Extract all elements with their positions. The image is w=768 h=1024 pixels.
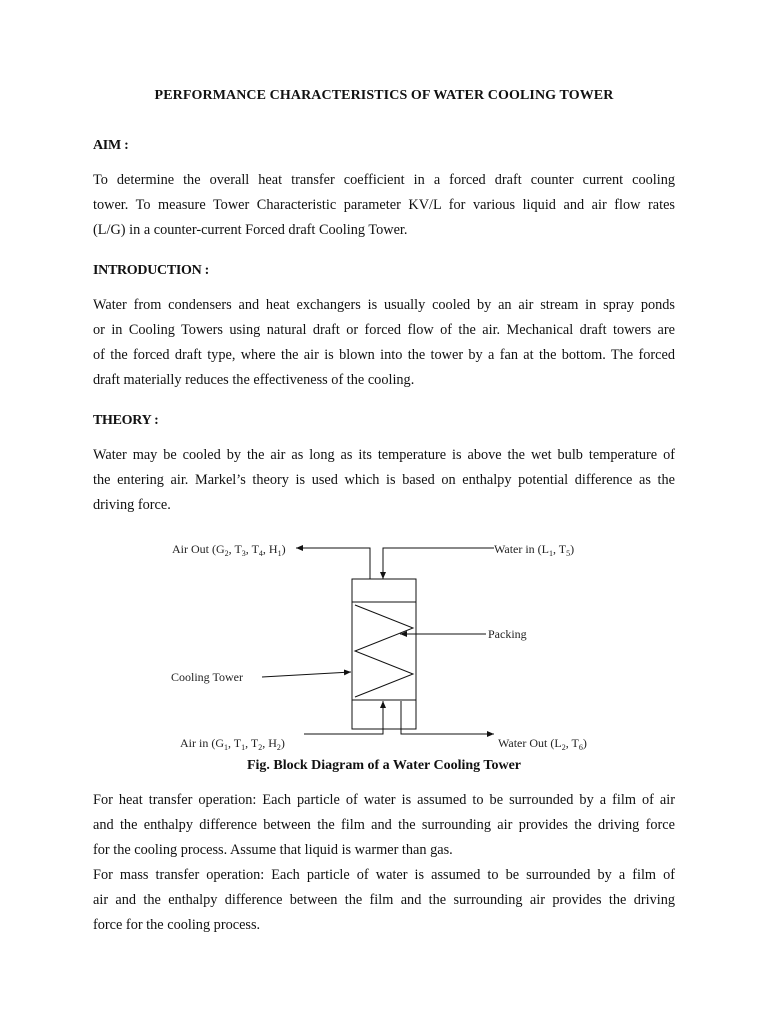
heat-transfer-line: For heat transfer operation: Each particle of water is assumed to be surrounded by a film of air: [93, 792, 675, 808]
mass-transfer-line: For mass transfer operation: Each particle of water is assumed to be surrounded by a film of: [93, 867, 675, 883]
introduction-paragraph: [93, 293, 675, 393]
introduction-heading: INTRODUCTION :: [93, 263, 209, 278]
packing-zigzag: [355, 605, 413, 697]
air-in-label: Air in ($G_1$, $T_1$, $T_2$, $H_2$): [180, 736, 285, 752]
mass-transfer-line: force for the cooling process.: [93, 917, 261, 933]
cooling-tower-diagram: [0, 530, 768, 755]
heat-transfer-line: for the cooling process. Assume that liquid is warmer than gas.: [93, 842, 453, 858]
water-in-arrow: [383, 548, 494, 579]
theory-line: the entering air. Markel’s theory is used which is based on enthalpy potential difference as the: [93, 472, 675, 488]
cooling-tower-label: Cooling Tower: [171, 670, 243, 684]
theory-line: driving force.: [93, 497, 171, 513]
mass-transfer-paragraph: [93, 863, 675, 938]
heat-transfer-paragraph: [93, 788, 675, 863]
introduction-line: draft materially reduces the effectiveness of the cooling.: [93, 372, 415, 388]
water-in-label: Water in ($L_1$, $T_5$): [494, 542, 575, 558]
air-in-arrow: [304, 730, 383, 734]
theory-line: Water may be cooled by the air as long as its temperature is above the wet bulb temperature of: [93, 447, 675, 463]
cooling-tower-pointer: [262, 672, 351, 677]
aim-line: tower. To measure Tower Characteristic parameter KV/L for various liquid and air flow rates: [93, 197, 675, 213]
heat-transfer-line: and the enthalpy difference between the film and the surrounding air provides the driving force: [93, 817, 675, 833]
aim-paragraph: [93, 168, 675, 243]
aim-heading: AIM :: [93, 138, 129, 153]
introduction-line: Water from condensers and heat exchangers is usually cooled by an air stream in spray ponds: [93, 297, 675, 313]
mass-transfer-line: air and the enthalpy difference between the film and the surrounding air provides the driving: [93, 892, 675, 908]
introduction-line: or in Cooling Towers using natural draft or forced flow of the air. Mechanical draft towers are: [93, 322, 675, 338]
water-out-label: Water Out ($L_2$, $T_6$): [498, 736, 587, 752]
aim-line: To determine the overall heat transfer coefficient in a forced draft counter current cooling: [93, 172, 675, 188]
air-out-label: Air Out ($G_2$, $T_3$, $T_4$, $H_1$): [172, 542, 286, 558]
introduction-line: of the forced draft type, where the air is blown into the tower by a fan at the bottom. The forced: [93, 347, 675, 363]
theory-heading: THEORY :: [93, 413, 159, 428]
page-title: PERFORMANCE CHARACTERISTICS OF WATER COOLING TOWER: [154, 88, 614, 103]
aim-line: (L/G) in a counter-current Forced draft Cooling Tower.: [93, 222, 408, 238]
theory-paragraph: [93, 443, 675, 518]
air-out-arrow: [296, 548, 370, 579]
packing-label: Packing: [488, 627, 527, 641]
figure-caption: Fig. Block Diagram of a Water Cooling Tower: [246, 758, 522, 773]
